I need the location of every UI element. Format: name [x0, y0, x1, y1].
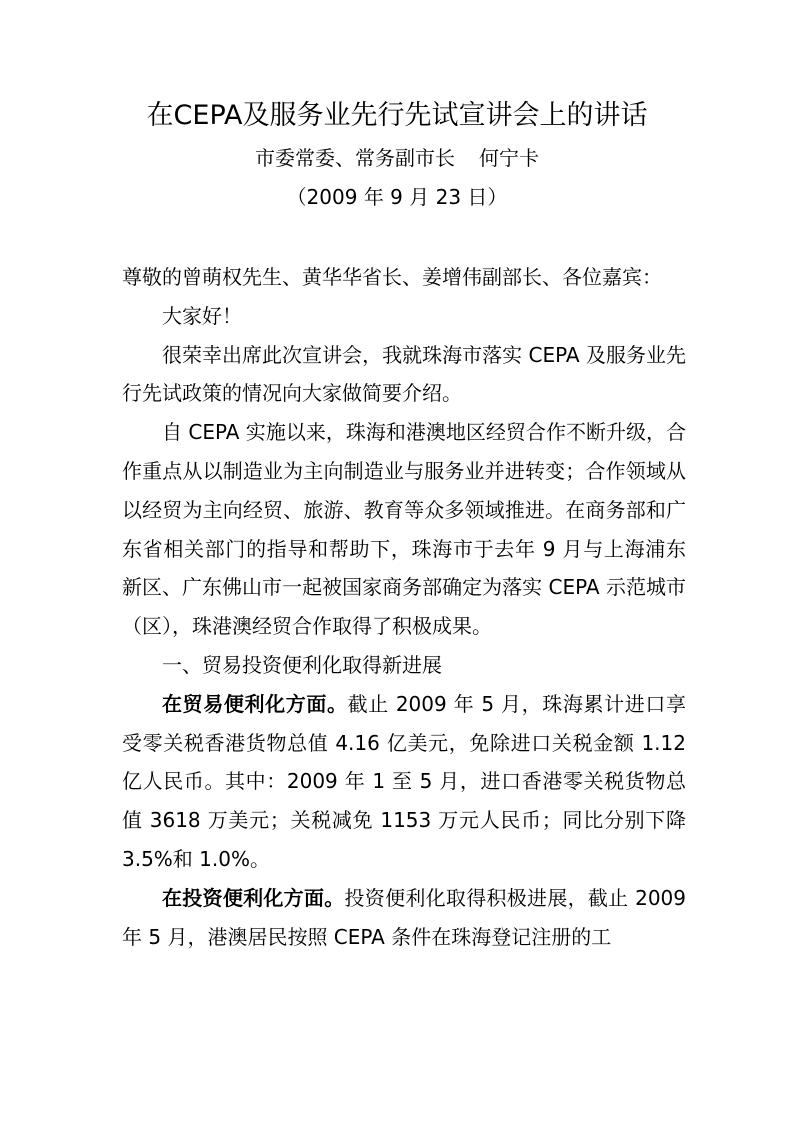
paragraph-intro: 很荣幸出席此次宣讲会，我就珠海市落实 CEPA 及服务业先行先试政策的情况向大家做简要介绍。 — [122, 342, 686, 406]
speaker-line — [0, 142, 794, 174]
speech-date: （2009 年 9 月 23 日） — [286, 185, 508, 209]
trade-text: 截止 2009 年 5 月，珠海累计进口享受零关税香港货物总值 4.16 亿美元，免除进口关税金额 1.12 亿人民币。其中：2009 年 1 至 5 月，进口香港零关税货物总值 3618 万美元；关税减免 1153 万元人民币；同比分别下降 3.5%和 1.0%。 — [122, 691, 686, 871]
investment-text: 投资便利化取得积极进展，截止 2009 年 5 月，港澳居民按照 CEPA 条件在珠海登记注册的工 — [122, 885, 686, 949]
section-heading: 一、贸易投资便利化取得新进展 — [162, 652, 442, 677]
paragraph-cepa-overview: 自 CEPA 实施以来，珠海和港澳地区经贸合作不断升级，合作重点从以制造业为主向制造业与服务业并进转变；合作领域从以经贸为主向经贸、旅游、教育等众多领域推进。在商务部和广东省相关部门的指导和帮助下，珠海市于去年 9 月与上海浦东新区、广东佛山市一起被国家商务部确定为落实 CEPA 示范城市（区），珠港澳经贸合作取得了积极成果。 — [122, 420, 686, 639]
paragraph-trade — [122, 685, 686, 879]
document-title: 在CEPA及服务业先行先试宣讲会上的讲话 — [146, 100, 648, 131]
paragraph-investment — [122, 879, 686, 957]
speech-body — [122, 258, 686, 956]
salutation: 尊敬的曾萌权先生、黄华华省长、姜增伟副部长、各位嘉宾： — [122, 265, 662, 289]
investment-lead: 在投资便利化方面。 — [162, 885, 345, 910]
greeting: 大家好！ — [162, 303, 242, 328]
speaker-name: 何宁卡 — [479, 146, 539, 170]
trade-lead: 在贸易便利化方面。 — [162, 691, 348, 716]
speaker-position: 市委常委、常务副市长 — [255, 146, 455, 170]
